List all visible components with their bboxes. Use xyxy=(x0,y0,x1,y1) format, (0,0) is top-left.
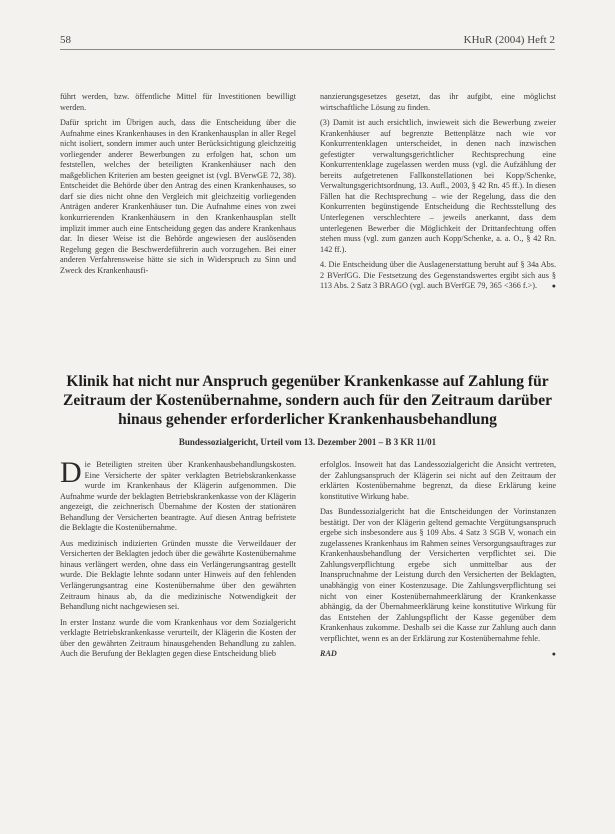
top-article-right-column xyxy=(320,92,556,292)
paragraph: Aus medizinisch indizierten Gründen musste die Verweildauer der Versicherten der Beklagten jedoch über die gewährte Kostenübernahme hinaus verlängert werden, ohne dass ein Verlängerungsantrag gestellt wurde. Die Beklagte lehnte sodann unter Hinweis auf den fehlenden Verlängerungsantrag eine Kostenübernahme über den gewährten Zeitraum hinaus ab, da die medizinische Notwendigkeit der Behandlung nicht nachgewiesen sei. xyxy=(60,538,296,612)
journal-reference: KHuR (2004) Heft 2 xyxy=(463,34,555,46)
paragraph: nanzierungsgesetzes gesetzt, das ihr aufgibt, eine möglichst wirtschaftliche Lösung zu finden. xyxy=(320,92,556,112)
drop-cap: D xyxy=(60,456,82,489)
paragraph-text: ie Beteiligten streiten über Krankenhausbehandlungskosten. Eine Versicherte der später verklagten Betriebskrankenkasse wurde im Krankenhaus der Klägerin aufgenommen. Die Aufnahme wurde der beklagten Betriebskrankenkasse von der Klägerin angezeigt, die zeichnerisch Übernahme der Kosten der stationären Behandlung der Versicherten beantragte. Auf diesen Antrag befristete die Beklagte die Kostenübernahme. xyxy=(60,460,296,533)
paragraph: erfolglos. Insoweit hat das Landessozialgericht die Ansicht vertreten, der Zahlungsanspruch der Klägerin sei nicht auf den Zeitraum der erklärten Kostenübernahme begrenzt, da diese Erklärung keine konstitutive Wirkung habe. xyxy=(320,460,556,501)
paragraph: (3) Damit ist auch ersichtlich, inwieweit sich die Bewerbung zweier Krankenhäuser auf begrenzte Bettenplätze nach wie vor Konkurrentenklagen unterscheidet, in denen nach inzwischen gefestigter verwaltungsgerichtlicher Rechtsprechung eine Konkurrentenklage zugelassen werden muss (vgl. die Aufzählung der bereits aufgetretenen Fallkonstellationen bei Kopp/Schenke, Verwaltungsgerichtsordnung, 13. Aufl., 2003, § 42 Rn. 45 ff.). In diesen Fällen hat die Rechtsprechung – wie der Regelung, dass die den Konkurrenten begünstigende Entscheidung die Rechtsstellung des Unterlegenen verschlechtere – jeweils anerkannt, dass dem unterlegenen Bewerber die Möglichkeit der Drittanfechtung offen stehen muss (vgl. zum ganzen auch Kopp/Schenke, a. a. O., § 42 Rn. 142 ff.). xyxy=(320,118,556,254)
end-of-article-mark: ● xyxy=(551,282,556,291)
paragraph: In erster Instanz wurde die vom Krankenhaus vor dem Sozialgericht verklagte Betriebskrankenkasse verurteilt, der Klägerin die Kosten der über den gewährten Zeitraum hinausgehenden Behandlung zu zahlen. Auch die Berufung der Beklagten gegen diese Entscheidung blieb xyxy=(60,617,296,659)
paragraph xyxy=(320,260,556,292)
court-decision-source: Bundessozialgericht, Urteil vom 13. Dezember 2001 – B 3 KR 11/01 xyxy=(178,437,437,447)
page-number: 58 xyxy=(60,34,71,46)
top-article-left-column xyxy=(60,92,296,276)
author-signature: RAD xyxy=(320,649,337,659)
paragraph: Dafür spricht im Übrigen auch, dass die Entscheidung über die Aufnahme eines Krankenhauses in den Krankenhausplan in aller Regel nicht isoliert, sondern immer auch unter Berücksichtigung gleichzeitig vorliegender anderer Bewerbungen zu erfolgen hat, schon um feststellen, welches der beteiligten Krankenhäuser nach den maßgeblichen Kriterien am besten geeignet ist (vgl. BVerwGE 72, 38). Entscheidet die Behörde über den Antrag des einen Krankenhauses, so darf sie dies nicht ohne den Vergleich mit gleichzeitig vorliegenden Anträgen anderer Krankenhäuser tun. Die Aufnahme eines von zwei konkurrierenden Krankenhäusern in den Krankenhausplan stellt implizit immer auch eine Entscheidung gegen das andere Krankenhaus dar. In dieser Weise ist die Behörde angewiesen der auslösenden Regelung gegen die Beschwerdeführerin auch vorzugehen. Bei einer anderen Verfahrensweise hätte sie sich in Widerspruch zu Sinn und Zweck des Krankenhausfi- xyxy=(60,118,296,275)
header-rule xyxy=(60,49,555,50)
article-left-column xyxy=(60,456,296,660)
paragraph: führt werden, bzw. öffentliche Mittel für Investitionen bewilligt werden. xyxy=(60,92,296,112)
article-right-column xyxy=(320,460,556,660)
paragraph-text: 4. Die Entscheidung über die Auslagenerstattung beruht auf § 34a Abs. 2 BVerfGG. Die Festsetzung des Gegenstandswertes ergibt sich aus § 113 Abs. 2 Satz 3 BRAGO (vgl. auch BVerfGE 79, 365 <366 f.>). xyxy=(320,260,556,291)
article-title: Klinik hat nicht nur Anspruch gegenüber Krankenkasse auf Zahlung für Zeitraum der Kostenübernahme, sondern auch für den Zeitraum darüber hinaus gehender erforderlicher Krankenhausbehandlung xyxy=(63,373,552,428)
paragraph: Das Bundessozialgericht hat die Entscheidungen der Vorinstanzen bestätigt. Der von der Klägerin geltend gemachte Vergütungsanspruch ergebe sich insbesondere aus § 109 Abs. 4 Satz 3 SGB V, wonach ein zugelassenes Krankenhaus im Rahmen seines Versorgungsauftrages zur Krankenhausbehandlung der Versicherten verpflichtet sei. Die Zahlungsverpflichtung ergebe sich unmittelbar aus der Inanspruchnahme der Leistung durch den Versicherten der Beklagten, unabhängig von einer Kostenzusage. Die Zahlungsverpflichtung sei nicht von einer Kostenübernahmeerklärung der Krankenkasse abhängig, da der Übernahmeerklärung keine konstitutive Wirkung für das Entstehen der Zahlungspflicht der Kasse gegenüber dem Krankenhaus zukomme. Deshalb sei die Kasse zur Zahlung auch dann verpflichtet, wenn es an der Erklärung zur Kostenübernahme fehle. xyxy=(320,507,556,643)
end-of-article-mark: ● xyxy=(551,650,556,659)
running-header xyxy=(60,34,555,46)
signature-line xyxy=(320,649,556,660)
paragraph xyxy=(60,456,296,534)
